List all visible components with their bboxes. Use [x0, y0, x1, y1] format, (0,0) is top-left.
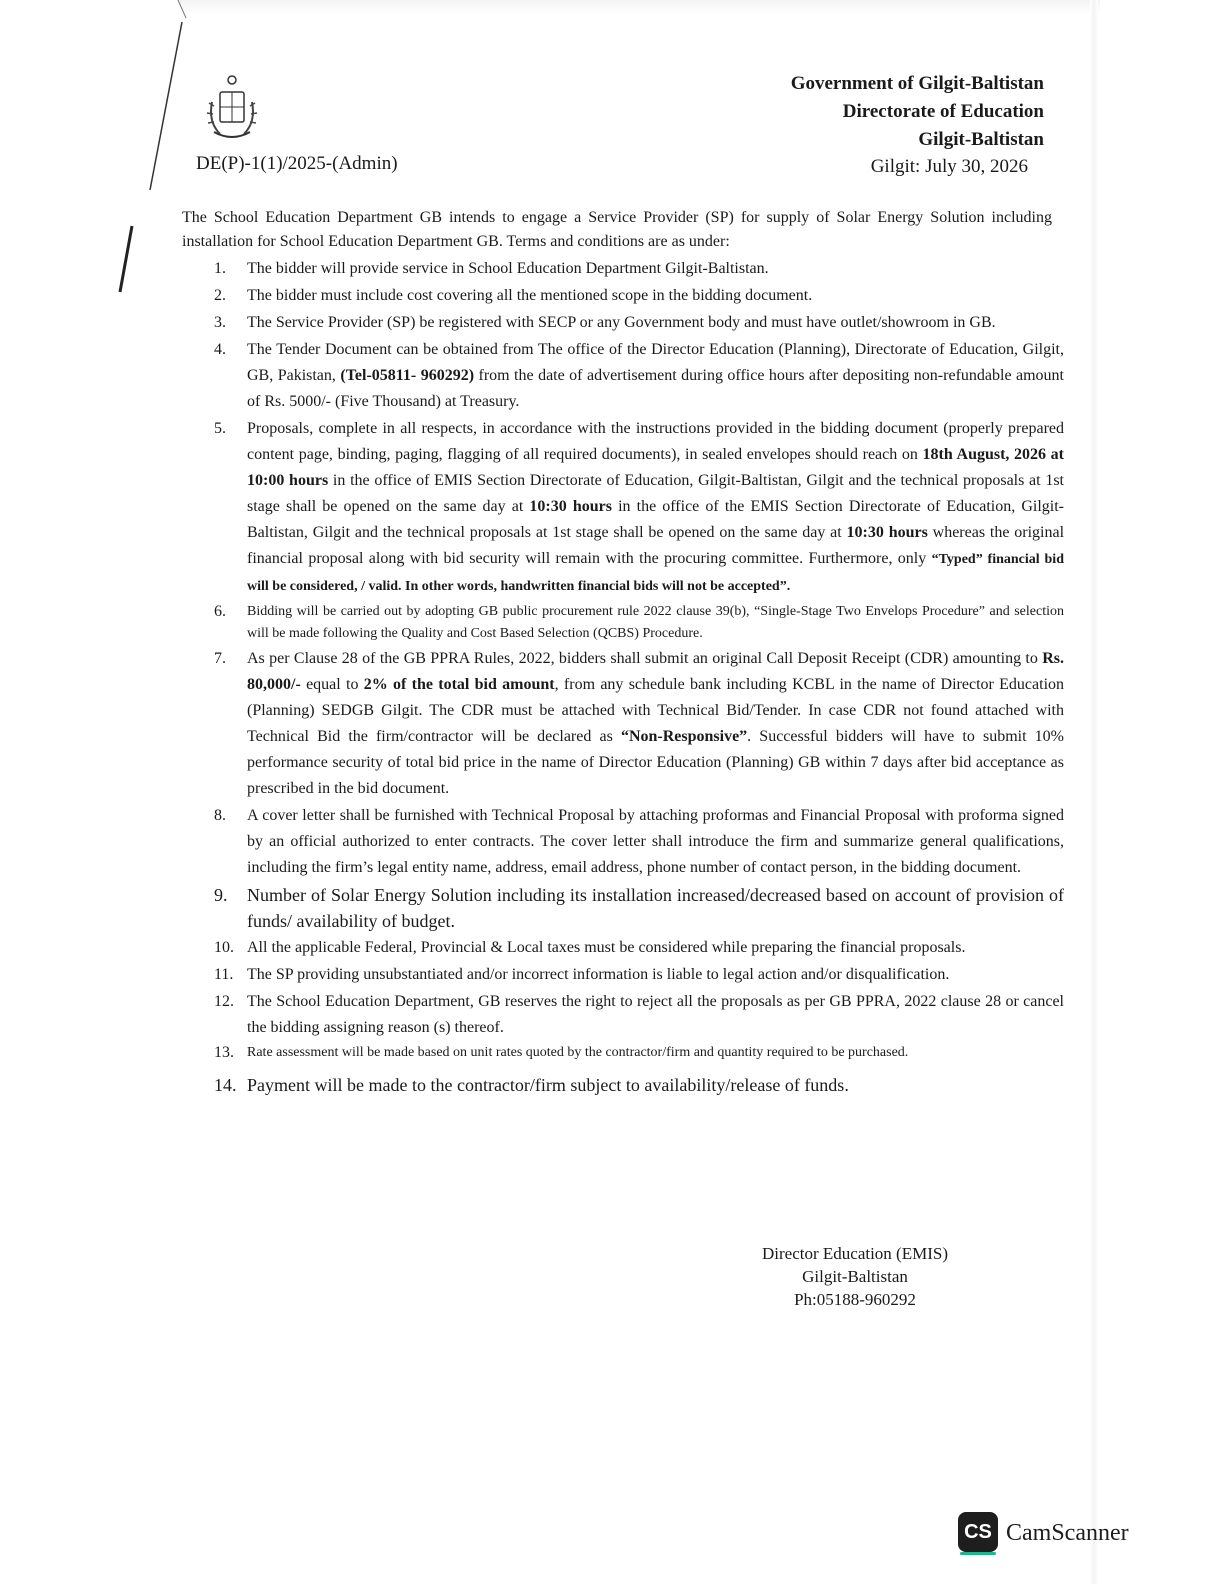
term-number: 3. — [214, 314, 226, 331]
term-item — [214, 962, 1064, 988]
term-text: The Tender Document can be obtained from The office of the Director Education (Planning), Directorate of Education, Gilgit, GB, Pakistan, (Tel-05811- 960292) from the date of advertisement during office hours after depositing non-refundable amount of Rs. 5000/- (Five Thousand) at Treasury. — [247, 341, 1064, 410]
header-directorate: Directorate of Education — [842, 101, 1044, 122]
term-number: 1. — [214, 260, 226, 277]
reference-number: DE(P)-1(1)/2025-(Admin) — [196, 153, 398, 174]
term-number: 9. — [214, 885, 228, 905]
term-item — [214, 1072, 1064, 1098]
term-item — [214, 416, 1064, 600]
term-number: 2. — [214, 287, 226, 304]
term-item — [214, 601, 1064, 645]
term-text: The Service Provider (SP) be registered with SECP or any Government body and must have outlet/showroom in GB. — [247, 314, 996, 331]
term-text: Bidding will be carried out by adopting GB public procurement rule 2022 clause 39(b), “Single-Stage Two Envelops Procedure” and selection will be made following the Quality and Cost Based Selection (QCBS) Procedure. — [247, 604, 1064, 641]
term-text: Payment will be made to the contractor/firm subject to availability/release of funds. — [247, 1075, 849, 1095]
intro-paragraph: The School Education Department GB intends to engage a Service Provider (SP) for supply of Solar Energy Solution including installation for School Education Department GB. Terms and conditions are as under: — [182, 209, 1052, 250]
signatory-title: Director Education (EMIS) — [762, 1244, 948, 1263]
term-item — [214, 646, 1064, 802]
term-item — [214, 337, 1064, 415]
term-number: 10. — [214, 939, 234, 956]
term-number: 4. — [214, 341, 226, 358]
scan-shadow-right — [1090, 0, 1098, 1584]
term-number: 5. — [214, 420, 226, 437]
term-number: 14. — [214, 1075, 237, 1095]
term-text: The SP providing unsubstantiated and/or incorrect information is liable to legal action and/or disqualification. — [247, 966, 950, 983]
term-number: 8. — [214, 807, 226, 824]
term-text: All the applicable Federal, Provincial & Local taxes must be considered while preparing the financial proposals. — [247, 939, 966, 956]
signatory-phone: Ph:05188-960292 — [794, 1290, 916, 1309]
term-item — [214, 989, 1064, 1041]
term-item — [214, 882, 1064, 934]
letter-date: Gilgit: July 30, 2026 — [870, 156, 1028, 177]
terms-list — [214, 256, 1064, 1099]
term-text: Rate assessment will be made based on unit rates quoted by the contractor/firm and quantity required to be purchased. — [247, 1045, 909, 1060]
term-text: As per Clause 28 of the GB PPRA Rules, 2022, bidders shall submit an original Call Deposit Receipt (CDR) amounting to Rs. 80,000/- equal to 2% of the total bid amount, from any schedule bank including KCBL in the name of Director Education (Planning) SEDGB Gilgit. The CDR must be attached with Technical Bid/Tender. In case CDR not found attached with Technical Bid the firm/contractor will be declared as “Non-Responsive”. Successful bidders will have to submit 10% performance security of total bid price in the name of Director Education (Planning) GB within 7 days after bid acceptance as prescribed in the bid document. — [247, 650, 1065, 797]
camscanner-watermark: CamScanner — [1006, 1520, 1129, 1546]
term-number: 12. — [214, 993, 234, 1010]
term-item — [214, 256, 1064, 282]
term-number: 7. — [214, 650, 226, 667]
term-text: Proposals, complete in all respects, in accordance with the instructions provided in the bidding document (properly prepared content page, binding, paging, flagging of all required documents), in sealed envelopes should reach on 18th August, 2026 at 10:00 hours in the office of EMIS Section Directorate of Education, Gilgit-Baltistan, Gilgit and the technical proposals at 1st stage shall be opened on the same day at 10:30 hours in the office of the EMIS Section Directorate of Education, Gilgit-Baltistan, Gilgit and the technical proposals at 1st stage shall be opened on the same day at 10:30 hours whereas the original financial proposal along with bid security will remain with the procuring committee. Furthermore, only “Typed” financial bid will be considered, / valid. In other words, handwritten financial bids will not be accepted”. — [247, 420, 1065, 594]
term-text: The School Education Department, GB reserves the right to reject all the proposals as per GB PPRA, 2022 clause 28 or cancel the bidding assigning reason (s) thereof. — [247, 993, 1064, 1036]
header-government: Government of Gilgit-Baltistan — [790, 73, 1044, 94]
term-text: The bidder must include cost covering all the mentioned scope in the bidding document. — [247, 287, 813, 304]
term-number: 13. — [214, 1044, 234, 1061]
scan-edge-lines — [0, 0, 200, 320]
term-item — [214, 803, 1064, 881]
term-item — [214, 1042, 1064, 1064]
scan-shadow-top — [180, 0, 1100, 14]
camscanner-logo-icon: CS — [958, 1512, 998, 1552]
signature-block — [740, 1242, 970, 1311]
term-item — [214, 935, 1064, 961]
term-item — [214, 310, 1064, 336]
term-text: Number of Solar Energy Solution including its installation increased/decreased based on account of provision of funds/ availability of budget. — [247, 885, 1064, 931]
header-region: Gilgit-Baltistan — [918, 129, 1044, 150]
government-header — [700, 70, 1044, 154]
signatory-region: Gilgit-Baltistan — [802, 1267, 908, 1286]
term-text: The bidder will provide service in School Education Department Gilgit-Baltistan. — [247, 260, 769, 277]
term-item — [214, 283, 1064, 309]
term-number: 6. — [214, 603, 226, 620]
term-number: 11. — [214, 966, 234, 983]
government-emblem-icon — [200, 72, 264, 144]
term-text: A cover letter shall be furnished with Technical Proposal by attaching proformas and Financial Proposal with proforma signed by an official authorized to enter contracts. The cover letter shall introduce the firm and summarize general qualifications, including the firm’s legal entity name, address, email address, phone number of contact person, in the bidding document. — [247, 807, 1064, 876]
